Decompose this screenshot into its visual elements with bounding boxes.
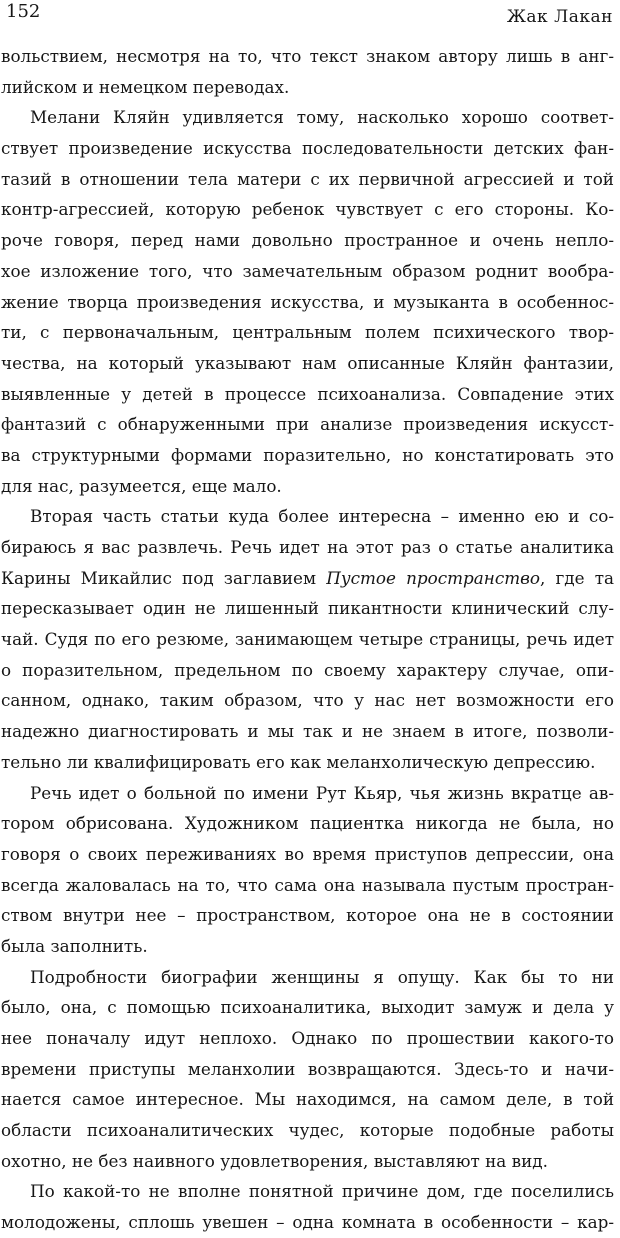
text-line: молодожены, сплошь увешен – одна комната в особенности – кар-: [1, 1212, 614, 1233]
text-line: жение творца произведения искусства, и музыканта в особеннос-: [1, 291, 614, 312]
text-line: было, она, с помощью психоаналитика, выходит замуж и дела у: [1, 997, 614, 1018]
page-number: 152: [6, 1, 41, 22]
text-line: нается самое интересное. Мы находимся, на самом деле, в той: [1, 1089, 614, 1110]
text-line: Вторая часть статьи куда более интересна – именно ею и со-: [30, 506, 614, 527]
text-line: пересказывает один не лишенный пикантности клинический слу-: [1, 598, 614, 619]
text-line: Мелани Кляйн удивляется тому, насколько хорошо соответ-: [30, 107, 614, 128]
text-line: вольствием, несмотря на то, что текст знаком автору лишь в анг-: [1, 46, 614, 66]
text-line: надежно диагностировать и мы так и не знаем в итоге, позволи-: [1, 721, 614, 742]
text-line: Подробности биографии женщины я опущу. Как бы то ни: [30, 966, 614, 987]
text-segment: Карины Микайлис под заглавием: [1, 567, 327, 588]
text-line: нее поначалу идут неплохо. Однако по прошествии какого-то: [1, 1028, 614, 1048]
text-line: хое изложение того, что замечательным образом роднит вообра-: [1, 260, 614, 281]
text-line: говоря о своих переживаниях во время приступов депрессии, она: [1, 843, 614, 864]
text-line: фантазий с обнаруженными при анализе произведения искусст-: [1, 414, 614, 435]
text-line: охотно, не без наивного удовлетворения, выставляют на вид.: [1, 1150, 548, 1171]
text-line: всегда жаловалась на то, что сама она называла пустым простран-: [1, 874, 614, 895]
text-line: тором обрисована. Художником пациентка никогда не была, но: [1, 813, 614, 834]
text-line: контр-агрессией, которую ребенок чувствует с его стороны. Ко-: [1, 199, 614, 220]
text-line: санном, однако, таким образом, что у нас нет возможности его: [1, 690, 614, 711]
text-line: для нас, разумеется, еще мало.: [1, 475, 282, 496]
running-head: Жак Лакан: [506, 7, 613, 27]
text-line: о поразительном, предельном по своему характеру случае, опи-: [1, 659, 614, 680]
text-line: бираюсь я вас развлечь. Речь идет на этот раз о статье аналитика: [1, 537, 614, 557]
text-line: ствует произведение искусства последовательности детских фан-: [1, 138, 614, 159]
text-line: ва структурными формами поразительно, но констатировать это: [1, 444, 614, 465]
body-text: [0, 41, 620, 1238]
text-line: времени приступы меланхолии возвращаются. Здесь-то и начи-: [1, 1058, 614, 1079]
page-header: [0, 0, 620, 40]
text-line: ством внутри нее – пространством, которое она не в состоянии: [1, 905, 614, 926]
text-line: лийском и немецком переводах.: [1, 76, 290, 97]
text-line: тазий в отношении тела матери с их первичной агрессией и той: [1, 168, 614, 189]
article-title: Пустое пространство: [326, 567, 541, 588]
text-line: была заполнить.: [1, 935, 148, 956]
text-line: тельно ли квалифицировать его как меланхолическую депрессию.: [1, 751, 596, 772]
text-line: ти, с первоначальным, центральным полем психического твор-: [1, 322, 614, 343]
text-line: чества, на который указывают нам описанные Кляйн фантазии,: [1, 352, 614, 373]
text-line: Речь идет о больной по имени Рут Кьяр, чья жизнь вкратце ав-: [30, 782, 614, 803]
text-line: чай. Судя по его резюме, занимающем четыре страницы, речь идет: [1, 629, 614, 650]
text-line: области психоаналитических чудес, которые подобные работы: [1, 1120, 614, 1141]
text-line: По какой-то не вполне понятной причине дом, где поселились: [30, 1181, 614, 1202]
text-line-with-title: [0, 563, 620, 594]
text-line: роче говоря, перед нами довольно пространное и очень непло-: [1, 230, 614, 251]
text-segment: , где та: [540, 567, 614, 588]
text-line: выявленные у детей в процессе психоанализа. Совпадение этих: [1, 383, 614, 404]
